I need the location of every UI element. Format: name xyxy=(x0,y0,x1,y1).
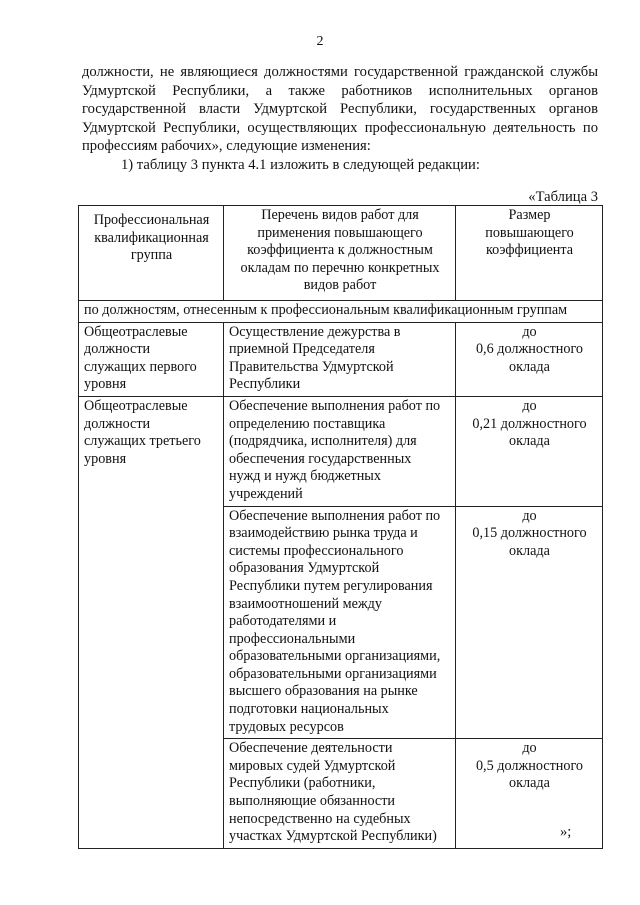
intro-paragraph: должности, не являющиеся должностями государственной гражданской службы Удмуртской Республики, а также работников исполнительных органов государственной власти Удмуртской Республики, государственных органов Удмуртской Республики, осуществляющих профессиональную деятельность по профессиям рабочих», следующие изменения: xyxy=(82,64,598,154)
table-row xyxy=(79,396,603,506)
table-section-row xyxy=(79,301,603,323)
table-caption: «Таблица 3 xyxy=(528,189,598,205)
coefficient-cell: до 0,15 должностного оклада xyxy=(456,506,603,739)
coefficient-cell: до 0,21 должностного оклада xyxy=(456,396,603,506)
table-header-row xyxy=(79,206,603,301)
header-cell-coefficient: Размер повышающего коэффициента xyxy=(456,206,603,301)
work-cell: Обеспечение выполнения работ по взаимодействию рынка труда и системы профессионального образования Удмуртской Республики путем регулирования взаимоотношений между работодателями и профессиональными образовательными организациями, образовательными организациями высшего образования на рынке подготовки национальных трудовых ресурсов xyxy=(224,506,456,739)
work-cell: Обеспечение деятельности мировых судей Удмуртской Республики (работники, выполняющие обязанности непосредственно на судебных участках Удмуртской Республики) xyxy=(224,739,456,849)
section-label: по должностям, отнесенным к профессиональным квалификационным группам xyxy=(79,301,603,323)
coefficient-cell: до 0,5 должностного оклада xyxy=(456,739,603,849)
page-number: 2 xyxy=(316,34,324,49)
group-cell: Общеотраслевые должности служащих третьего уровня xyxy=(79,396,224,848)
coefficient-cell: до 0,6 должностного оклада xyxy=(456,322,603,396)
header-cell-work-list: Перечень видов работ для применения повышающего коэффициента к должностным окладам по перечню конкретных видов работ xyxy=(224,206,456,301)
closing-quote: »; xyxy=(560,824,572,840)
work-cell: Осуществление дежурства в приемной Председателя Правительства Удмуртской Республики xyxy=(224,322,456,396)
work-cell: Обеспечение выполнения работ по определению поставщика (подрядчика, исполнителя) для обеспечения государственных нужд и нужд бюджетных учреждений xyxy=(224,396,456,506)
header-cell-group: Профессиональная квалификационная группа xyxy=(79,206,224,301)
group-cell: Общеотраслевые должности служащих первого уровня xyxy=(79,322,224,396)
coefficient-table xyxy=(78,205,603,849)
amendment-paragraph: 1) таблицу 3 пункта 4.1 изложить в следующей редакции: xyxy=(121,157,480,173)
table-row xyxy=(79,322,603,396)
